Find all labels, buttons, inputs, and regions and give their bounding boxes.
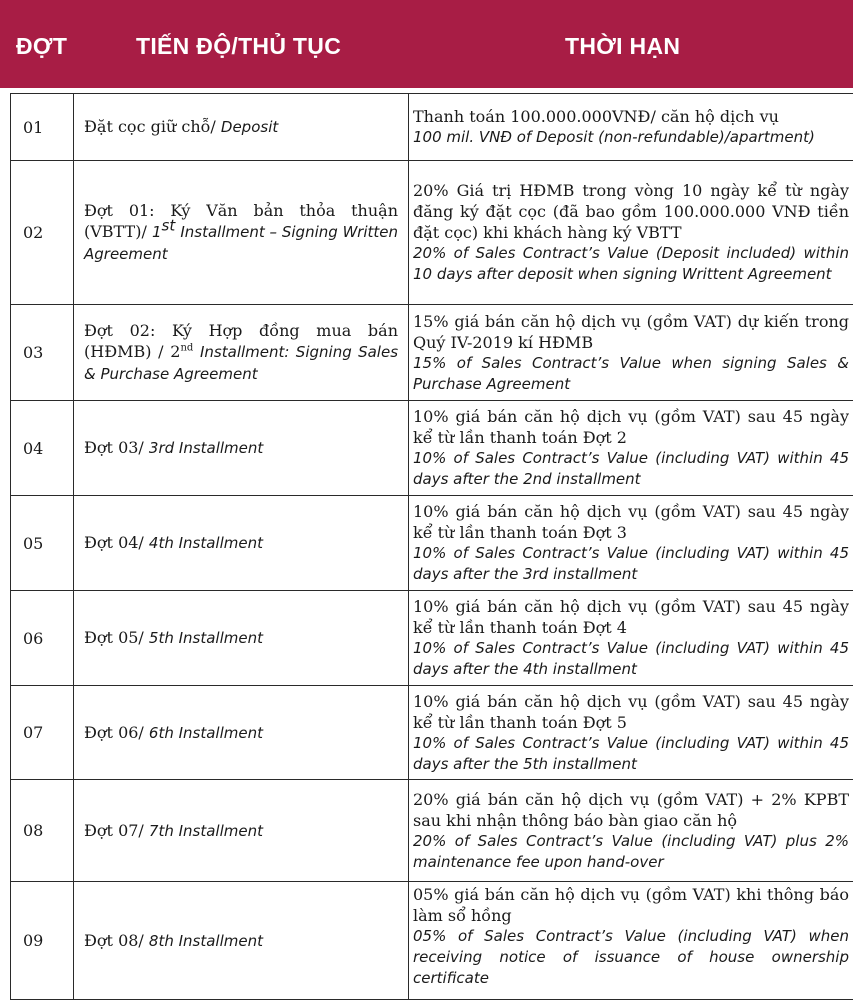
- table-header: [0, 0, 853, 88]
- term-cell: [409, 94, 853, 161]
- table-row: [11, 591, 853, 686]
- term-vi: 05% giá bán căn hộ dịch vụ (gồm VAT) khi thông báo làm sổ hồng: [413, 884, 849, 926]
- row-number: 01: [11, 94, 74, 161]
- step-cell: [74, 94, 409, 161]
- header-progress: TIẾN ĐỘ/THỦ TỤC: [136, 33, 341, 60]
- table-row: [11, 305, 853, 401]
- term-vi: 15% giá bán căn hộ dịch vụ (gồm VAT) dự kiến trong Quý IV-2019 kí HĐMB: [413, 311, 849, 353]
- step-cell: [74, 161, 409, 305]
- term-en: 10% of Sales Contract’s Value (including VAT) within 45 days after the 2nd installment: [413, 448, 849, 490]
- step-en: Installment: Signing Sales & Purchase Agreement: [84, 343, 398, 383]
- step-vi-sup: nd: [180, 343, 193, 354]
- row-number: 02: [11, 161, 74, 305]
- term-en: 05% of Sales Contract’s Value (including VAT) when receiving notice of issuance of house ownership certificate: [413, 926, 849, 989]
- step-en: 3rd Installment: [149, 439, 263, 457]
- term-vi: Thanh toán 100.000.000VNĐ/ căn hộ dịch vụ: [413, 106, 849, 127]
- step-en-sup: st: [162, 217, 176, 235]
- step-vi: Đặt cọc giữ chỗ/: [84, 117, 216, 136]
- table-row: [11, 686, 853, 780]
- step-vi: Đợt 07/: [84, 821, 144, 840]
- term-en: 20% of Sales Contract’s Value (Deposit included) within 10 days after deposit when signing Writtent Agreement: [413, 243, 849, 285]
- term-en: 15% of Sales Contract’s Value when signing Sales & Purchase Agreement: [413, 353, 849, 395]
- term-cell: [409, 496, 853, 591]
- step-vi: Đợt 02: Ký Hợp đồng mua bán (HĐMB) / 2: [84, 321, 398, 361]
- table-row: [11, 780, 853, 882]
- payment-schedule-table: [10, 93, 853, 1000]
- term-vi: 20% giá bán căn hộ dịch vụ (gồm VAT) + 2% KPBT sau khi nhận thông báo bàn giao căn hộ: [413, 789, 849, 831]
- step-en: Deposit: [221, 118, 278, 136]
- step-cell: [74, 780, 409, 882]
- term-cell: [409, 161, 853, 305]
- step-cell: [74, 686, 409, 780]
- table-row: [11, 401, 853, 496]
- term-cell: [409, 882, 853, 1000]
- row-number: 04: [11, 401, 74, 496]
- row-number: 06: [11, 591, 74, 686]
- term-en: 10% of Sales Contract’s Value (including VAT) within 45 days after the 5th installment: [413, 733, 849, 775]
- term-en: 10% of Sales Contract’s Value (including VAT) within 45 days after the 3rd installment: [413, 543, 849, 585]
- table-row: [11, 882, 853, 1000]
- step-cell: [74, 591, 409, 686]
- term-en: 20% of Sales Contract’s Value (including VAT) plus 2% maintenance fee upon hand-over: [413, 831, 849, 873]
- step-vi: Đợt 08/: [84, 931, 144, 950]
- term-cell: [409, 305, 853, 401]
- term-en: 10% of Sales Contract’s Value (including VAT) within 45 days after the 4th installment: [413, 638, 849, 680]
- row-number: 07: [11, 686, 74, 780]
- step-en: 7th Installment: [149, 822, 263, 840]
- term-cell: [409, 780, 853, 882]
- step-cell: [74, 882, 409, 1000]
- step-en: 5th Installment: [149, 629, 263, 647]
- header-deadline: THỜI HẠN: [565, 33, 680, 60]
- step-en: 8th Installment: [149, 932, 263, 950]
- term-vi: 10% giá bán căn hộ dịch vụ (gồm VAT) sau 45 ngày kể từ lần thanh toán Đợt 3: [413, 501, 849, 543]
- step-vi: Đợt 04/: [84, 533, 144, 552]
- term-vi: 20% Giá trị HĐMB trong vòng 10 ngày kể từ ngày đăng ký đặt cọc (đã bao gồm 100.000.000 VNĐ tiền đặt cọc) khi khách hàng ký VBTT: [413, 180, 849, 243]
- step-en: 4th Installment: [149, 534, 263, 552]
- step-vi: Đợt 05/: [84, 628, 144, 647]
- term-vi: 10% giá bán căn hộ dịch vụ (gồm VAT) sau 45 ngày kể từ lần thanh toán Đợt 2: [413, 406, 849, 448]
- term-cell: [409, 591, 853, 686]
- row-number: 08: [11, 780, 74, 882]
- table-row: [11, 161, 853, 305]
- step-cell: [74, 496, 409, 591]
- step-cell: [74, 305, 409, 401]
- table-row: [11, 496, 853, 591]
- row-number: 05: [11, 496, 74, 591]
- step-vi: Đợt 01: Ký Văn bản thỏa thuận (VBTT)/: [84, 201, 398, 241]
- table-row: [11, 94, 853, 161]
- term-cell: [409, 401, 853, 496]
- step-en-ordinal: 1: [152, 223, 162, 241]
- header-phase: ĐỢT: [16, 33, 67, 60]
- step-cell: [74, 401, 409, 496]
- term-vi: 10% giá bán căn hộ dịch vụ (gồm VAT) sau 45 ngày kể từ lần thanh toán Đợt 5: [413, 691, 849, 733]
- row-number: 03: [11, 305, 74, 401]
- row-number: 09: [11, 882, 74, 1000]
- term-en: 100 mil. VNĐ of Deposit (non-refundable)/apartment): [413, 127, 849, 148]
- step-vi: Đợt 03/: [84, 438, 144, 457]
- term-cell: [409, 686, 853, 780]
- step-en: Installment – Signing Written Agreement: [84, 223, 398, 263]
- step-vi: Đợt 06/: [84, 723, 144, 742]
- term-vi: 10% giá bán căn hộ dịch vụ (gồm VAT) sau 45 ngày kể từ lần thanh toán Đợt 4: [413, 596, 849, 638]
- step-en: 6th Installment: [149, 724, 263, 742]
